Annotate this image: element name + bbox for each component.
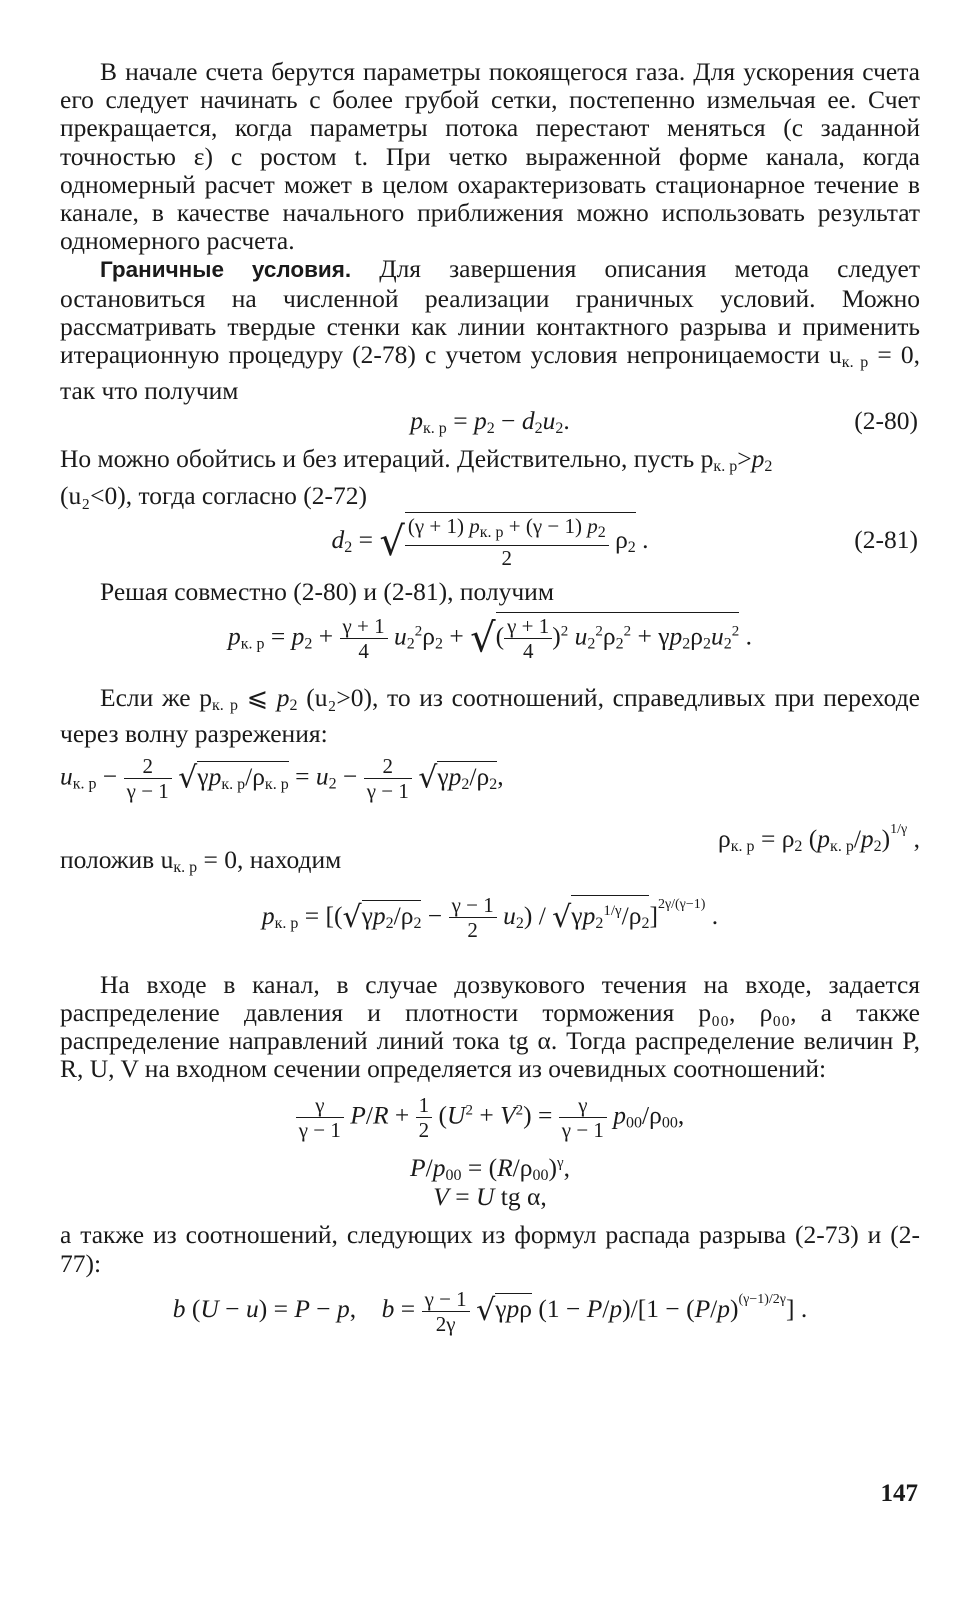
paragraph-setting-text: положив u [60,845,174,875]
page-number: 147 [880,1480,918,1507]
equation-inlet-direction: V = U tg α, [433,1182,547,1212]
equation-density-relation: $\rho_{к. р} = \rho_2$ $(p_{к. р}/p_2)^{1/\gamma}$ , [718,822,920,856]
paragraph-no-iterations-text: Но можно обойтись и без итераций. Действительно, пусть p [60,444,714,474]
equation-rarefaction-wave: $u_{к. р}$ − $\frac{2}{\gamma - 1}$ $√\gamma p_{к. р}/\rho_{к. р} = u_2$ − $\frac{2}{\gamma - 1}$ $√\gamma p_2/\rho_2$, [60,754,504,804]
paragraph-no-iterations: Но можно обойтись и без итераций. Действительно, пусть $p_{к. р}>p_2$ (u₂<0), тогда согласно (2-72) [60,444,773,510]
equation-inlet-energy: $\frac{\gamma}{\gamma - 1}$ P/R + $\frac{1}{2}$ $(U^2 + V^2)$ = $\frac{\gamma}{\gamma - 1}$ $p_{00}/\rho_{00}$, [60,1093,920,1145]
paragraph-setting: положив $u_{к. р} = 0$, находим [60,845,342,877]
paragraph-inlet: На входе в канал, в случае дозвукового течения на входе, задается распределение давления и плотности торможения p₀₀, ρ₀₀, а также распределение направлений линий тока tg α. Тогда распределение величин P, R, U, V на входном сечении определяется из очевидных соотношений: [60,969,920,1084]
paragraph-rarefaction-text: Если же p [100,683,212,713]
equation-discontinuity-decay: b (U − u) = P − p, b = $\frac{\gamma - 1}{2\gamma}$ √γpρ $(1 - P/p)/[1 - (P/p)^{(\gamma-1)/2\gamma}]$ . [172,1286,808,1336]
paragraph-also: а также из соотношений, следующих из формул распада разрыва (2-73) и (2-77): [60,1220,920,1278]
paragraph-rarefaction-end: (u₂>0), то из соотношений, справедливых при переходе через волну разрежения: [60,683,920,749]
paragraph-setting-end: = 0, находим [197,845,342,875]
section-heading: Граничные условия. [100,257,352,283]
equation-pressure-contact: $p_{к. р} = p_2$ + $\frac{\gamma + 1}{4}$ $u_2^2\rho_2$ + √( $\frac{\gamma + 1}{4}$ )$^2$ $u_2^2\rho_2^2 + \gamma p_2\rho_2u_2^2$ . [227,614,753,664]
equation-number: (2-80) [854,406,918,436]
equation-pressure-rarefaction: $p_{к. р} = [(√\gamma p_2/\rho_2$ − $\frac{\gamma - 1}{2}$ $u_2) / √\gamma p_2^{1/\gamma}/\rho_2]^{2\gamma/(\gamma-1)}$ . [261,893,719,943]
paragraph-intro: В начале счета берутся параметры покоящегося газа. Для ускорения счета его следует начинать с более грубой сетки, постепенно измельчая ее. Счет прекращается, когда параметры потока перестают меняться (с заданной точностью ε) с ростом t. При четко выраженной форме канала, когда одномерный расчет может в целом охарактеризовать стационарное течение в канале, в качестве начального приближения можно использовать результат одномерного расчета. [60,57,920,256]
equation-inlet-isentropic: $P/p_{00} = (R/\rho_{00})^\gamma$, [410,1153,570,1185]
paragraph-rarefaction: Если же $p_{к. р}$ ⩽ $p_2$ (u₂>0), то из соотношений, справедливых при переходе через волну разрежения: [60,683,920,749]
paragraph-boundary-text: Для завершения описания метода следует остановиться на численной реализации граничных условий. Можно рассматривать твердые стенки как линии контактного разрыва и применить итерационную процедуру (2-78) с учетом условия непроницаемости u [60,254,920,370]
page-body [60,58,920,1342]
equation-2-80: $p_{к. р} = p_2 - d_2u_2$. (2-80) [410,406,918,438]
equation-2-81: $d_2$ = √ $\frac{(\gamma + 1) p_{к. р} + (\gamma - 1) p_2}{2}$ $\rho_2$ . (2-81) [331,513,918,570]
equation-number: (2-81) [854,524,918,554]
paragraph-no-iterations-end: (u₂<0), тогда согласно (2-72) [60,480,368,510]
paragraph-boundary-conditions: Граничные условия. Для завершения описания метода следует остановиться на численной реализации граничных условий. Можно рассматривать твердые стенки как линии контактного разрыва и применить итерационную процедуру (2-78) с учетом условия непроницаемости $u_{к. р} = 0$, так что получим [60,254,920,406]
paragraph-boundary-end: = 0, так что получим [60,340,920,406]
paragraph-solving: Решая совместно (2-80) и (2-81), получим [100,576,554,606]
